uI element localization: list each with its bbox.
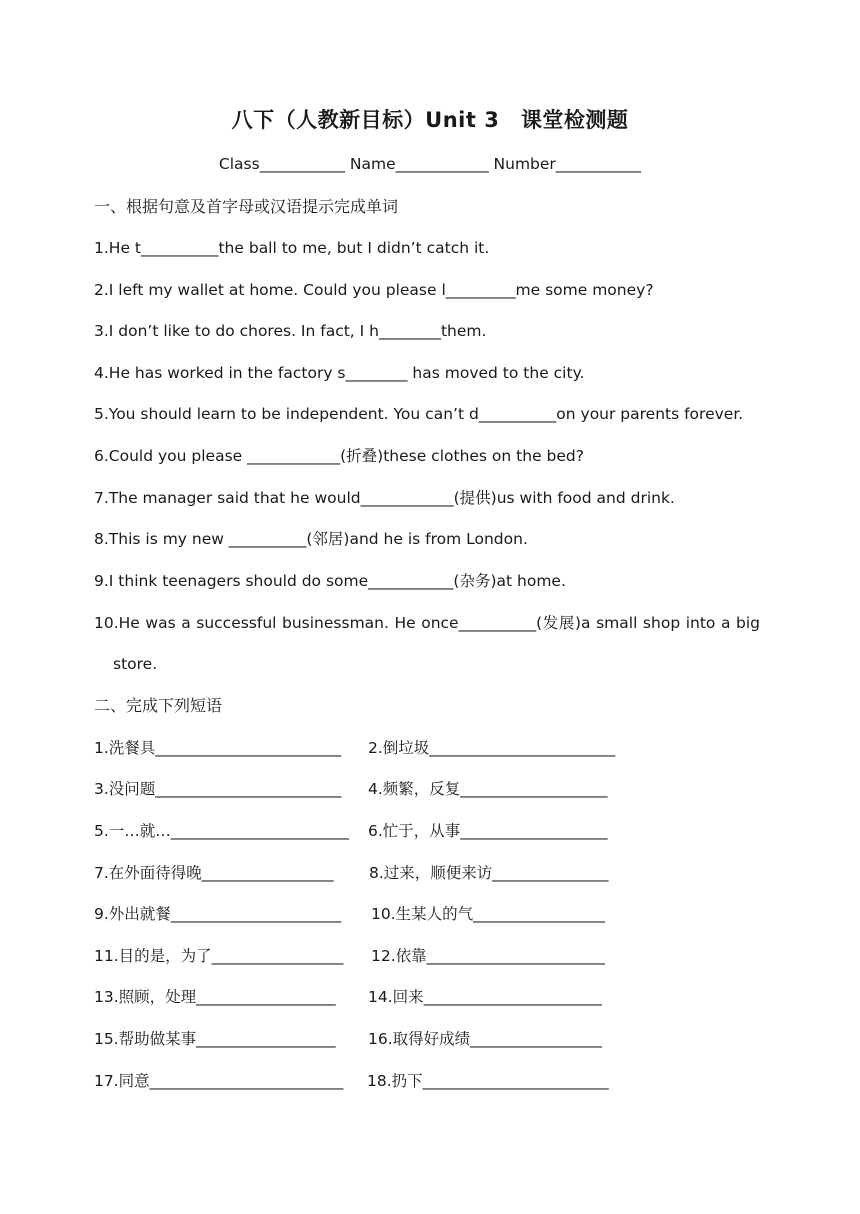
phrase-item-12: 12.依靠_______________________ [371, 947, 605, 965]
student-info-line: Class___________ Name____________ Number___________ [218, 155, 642, 173]
question-8: 8.This is my new __________(邻居)and he is from London. [94, 530, 528, 548]
phrase-item-13: 13.照顾，处理__________________ [94, 988, 336, 1006]
question-5: 5.You should learn to be independent. You can’t d__________on your parents forever. [94, 405, 744, 423]
phrase-item-5: 5.一…就…_______________________ [94, 822, 350, 840]
phrase-row [94, 738, 654, 760]
phrase-item-4: 4.频繁，反复___________________ [368, 780, 608, 798]
page-title: 八下（人教新目标）Unit 3 课堂检测题 [231, 108, 629, 132]
question-10-continuation: store. [113, 655, 158, 673]
phrase-row [94, 1029, 654, 1051]
question-6: 6.Could you please ____________(折叠)these clothes on the bed? [94, 447, 584, 465]
phrase-item-7: 7.在外面待得晚_________________ [94, 864, 334, 882]
question-4: 4.He has worked in the factory s________ has moved to the city. [94, 364, 585, 382]
phrase-item-9: 9.外出就餐______________________ [94, 905, 342, 923]
phrase-row [94, 863, 654, 885]
phrase-row [94, 904, 654, 926]
section2-heading: 二、完成下列短语 [94, 696, 223, 715]
phrase-row [94, 779, 654, 801]
phrase-row [94, 987, 654, 1009]
phrase-item-2: 2.倒垃圾________________________ [368, 739, 616, 757]
phrase-row [94, 946, 654, 968]
phrase-row [94, 1071, 654, 1093]
section1-heading: 一、根据句意及首字母或汉语提示完成单词 [94, 197, 399, 216]
phrase-item-1: 1.洗餐具________________________ [94, 739, 342, 757]
question-7: 7.The manager said that he would____________(提供)us with food and drink. [94, 489, 675, 507]
phrase-item-17: 17.同意_________________________ [94, 1072, 344, 1090]
phrase-item-18: 18.扔下________________________ [367, 1072, 609, 1090]
phrase-item-10: 10.生某人的气_________________ [371, 905, 605, 923]
question-1: 1.He t__________the ball to me, but I didn’t catch it. [94, 239, 490, 257]
question-3: 3.I don’t like to do chores. In fact, I h________them. [94, 322, 487, 340]
phrase-item-15: 15.帮助做某事__________________ [94, 1030, 336, 1048]
phrase-item-6: 6.忙于，从事___________________ [368, 822, 608, 840]
phrase-item-14: 14.回来_______________________ [368, 988, 602, 1006]
phrase-row [94, 821, 654, 843]
question-2: 2.I left my wallet at home. Could you please l_________me some money? [94, 281, 654, 299]
phrase-item-11: 11.目的是，为了_________________ [94, 947, 344, 965]
phrase-item-3: 3.没问题________________________ [94, 780, 342, 798]
question-9: 9.I think teenagers should do some___________(杂务)at home. [94, 572, 566, 590]
phrase-item-16: 16.取得好成绩_________________ [368, 1030, 602, 1048]
phrase-item-8: 8.过来，顺便来访_______________ [369, 864, 609, 882]
question-10: 10.He was a successful businessman. He once__________(发展)a small shop into a big [94, 614, 760, 632]
